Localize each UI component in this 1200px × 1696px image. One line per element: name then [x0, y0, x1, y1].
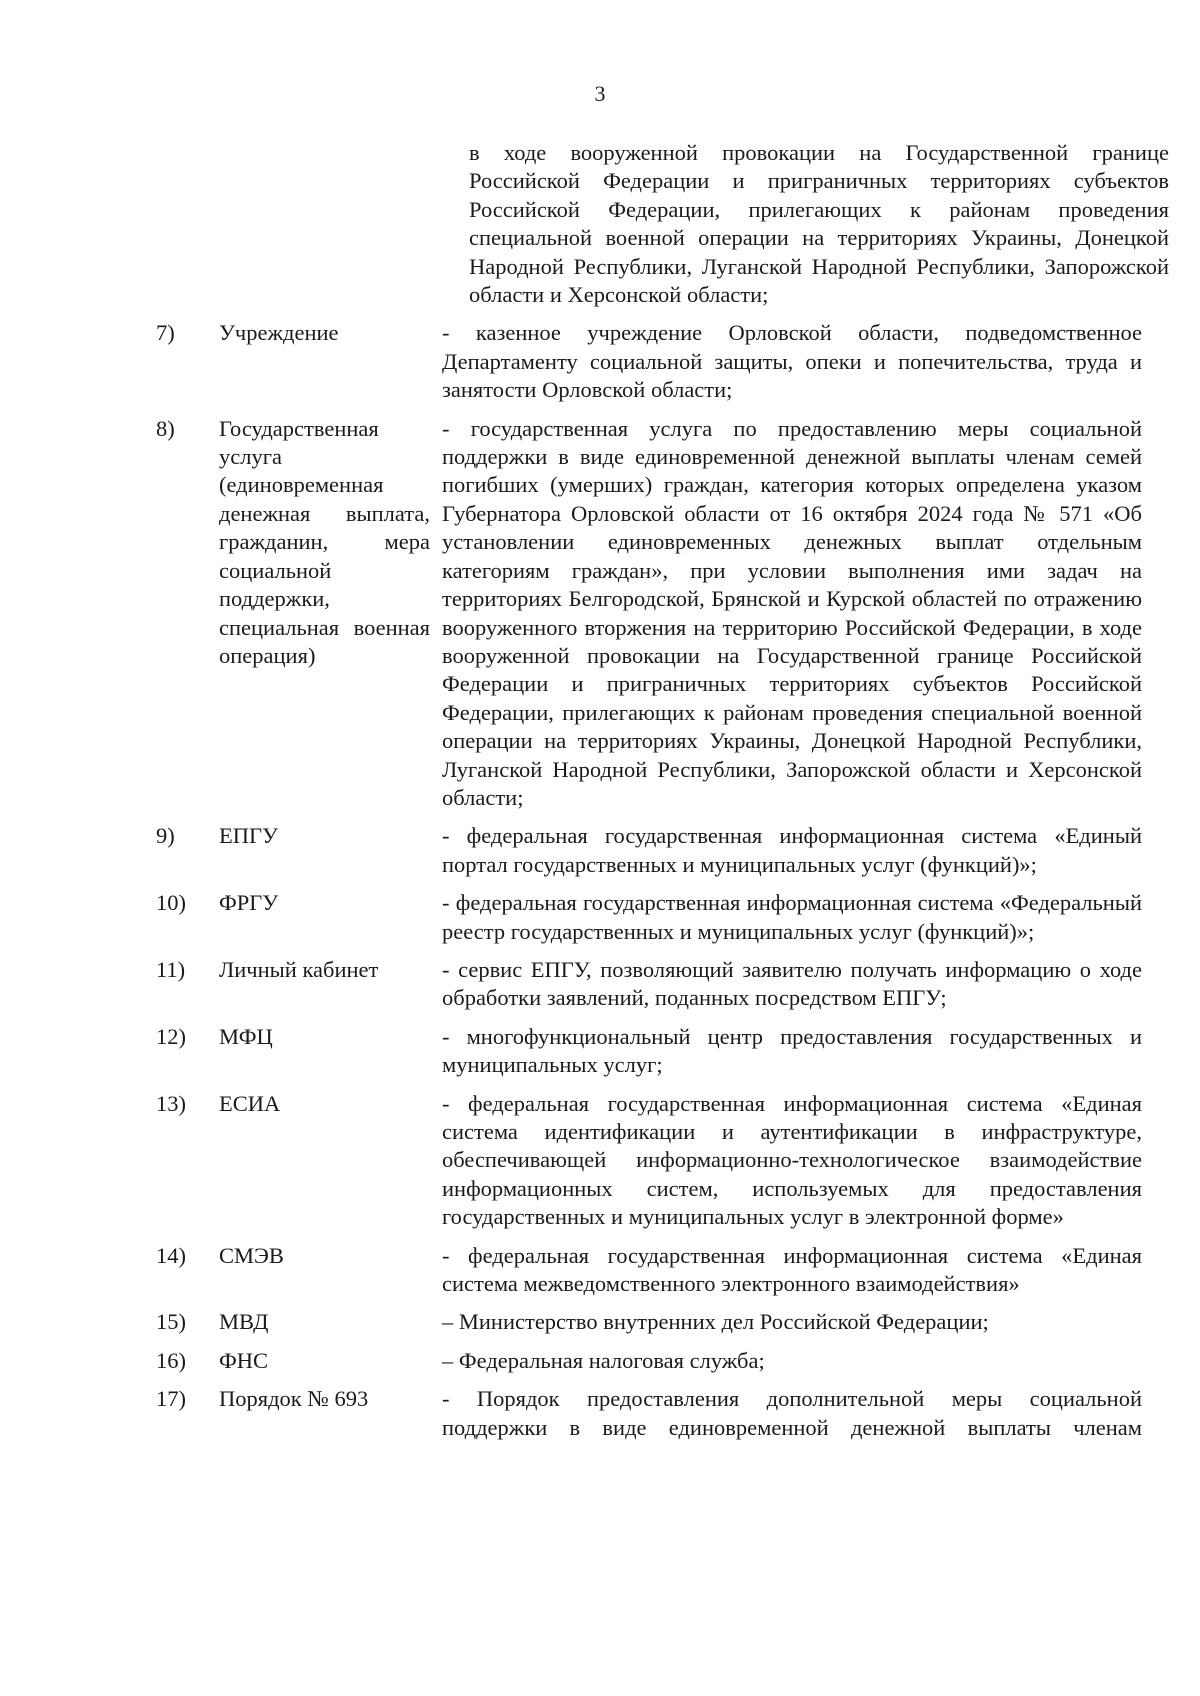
- document-content: [156, 139, 1169, 1452]
- term-name: СМЭВ: [219, 1242, 284, 1268]
- term-name: ФНС: [219, 1347, 269, 1373]
- term-definition: - Порядок предоставления дополнительной меры социальной поддержки в виде единовременной денежной выплаты членам: [442, 1386, 1142, 1440]
- page-number: 3: [594, 81, 606, 106]
- term-number: 8): [156, 415, 175, 441]
- term-row-13: [156, 1090, 1156, 1232]
- term-definition: - федеральная государственная информационная система «Федеральный реестр государственных и муниципальных услуг (функций)»;: [442, 890, 1142, 944]
- continued-paragraph: в ходе вооруженной провокации на Государственной границе Российской Федерации и приграничных территориях субъектов Российской Федерации, прилегающих к районам проведения специальной военной операции на территориях Украины, Донецкой Народной Республики, Луганской Народной Республики, Запорожской области и Херсонской области;: [469, 140, 1169, 308]
- term-number: 9): [156, 823, 175, 849]
- term-row-8: [156, 415, 1156, 813]
- term-name: МФЦ: [219, 1023, 273, 1049]
- term-number: 14): [156, 1242, 186, 1268]
- term-number: 11): [156, 956, 186, 982]
- term-definition: - сервис ЕПГУ, позволяющий заявителю получать информацию о ходе обработки заявлений, поданных посредством ЕПГУ;: [442, 956, 1142, 1011]
- term-number: 16): [156, 1347, 186, 1373]
- term-definition: – Министерство внутренних дел Российской Федерации;: [442, 1309, 989, 1335]
- term-number: 10): [156, 890, 186, 916]
- term-definition: – Федеральная налоговая служба;: [442, 1347, 765, 1373]
- term-name: МВД: [219, 1309, 269, 1335]
- term-number: 7): [156, 320, 175, 346]
- term-name: ЕПГУ: [219, 823, 278, 849]
- term-row-14: [156, 1242, 1156, 1299]
- term-definition: - федеральная государственная информационная система «Единая система идентификации и аутентификации в инфраструктуре, обеспечивающей информационно-технологическое взаимодействие информационных систем, используемых для предоставления государственных и муниципальных услуг в электронной форме»: [442, 1090, 1142, 1230]
- term-number: 13): [156, 1090, 186, 1116]
- term-row-10: [156, 889, 1156, 946]
- term-name: Порядок № 693: [219, 1386, 369, 1412]
- term-number: 15): [156, 1309, 186, 1335]
- term-definition: - государственная услуга по предоставлению меры социальной поддержки в виде единовременной денежной выплаты членам семей погибших (умерших) граждан, категория которых определена указом Губернатора Орловской области от 16 октября 2024 года № 571 «Об установлении единовременных денежных выплат отдельным категориям граждан», при условии выполнения ими задач на территориях Белгородской, Брянской и Курской областей по отражению вооруженного вторжения на территорию Российской Федерации, в ходе вооруженной провокации на Государственной границе Российской Федерации и приграничных территориях субъектов Российской Федерации, прилегающих к районам проведения специальной военной операции на территориях Украины, Донецкой Народной Республики, Луганской Народной Республики, Запорожской области и Херсонской области;: [442, 415, 1142, 810]
- term-row-12: [156, 1023, 1156, 1080]
- term-row-17: [156, 1385, 1156, 1442]
- term-number: 12): [156, 1023, 186, 1049]
- term-name: Личный кабинет: [219, 956, 379, 982]
- term-number: 17): [156, 1386, 186, 1412]
- term-name: ФРГУ: [219, 890, 279, 916]
- term-row-9: [156, 822, 1156, 879]
- term-row-16: [156, 1347, 1156, 1375]
- term-definition: - казенное учреждение Орловской области, подведомственное Департаменту социальной защиты, опеки и попечительства, труда и занятости Орловской области;: [442, 320, 1142, 403]
- term-row-11: [156, 956, 1156, 1013]
- term-definition: - федеральная государственная информационная система «Единый портал государственных и муниципальных услуг (функций)»;: [442, 823, 1142, 877]
- term-row-7: [156, 319, 1156, 404]
- term-definition: - федеральная государственная информационная система «Единая система межведомственного электронного взаимодействия»: [442, 1242, 1142, 1297]
- term-definition: - многофункциональный центр предоставления государственных и муниципальных услуг;: [442, 1023, 1142, 1078]
- term-name: Государственная услуга (единовременная денежная выплата, гражданин, мера социальной поддержки, специальная военная операция): [219, 415, 430, 668]
- term-row-15: [156, 1308, 1156, 1336]
- term-name: Учреждение: [219, 320, 339, 346]
- term-name: ЕСИА: [219, 1090, 281, 1116]
